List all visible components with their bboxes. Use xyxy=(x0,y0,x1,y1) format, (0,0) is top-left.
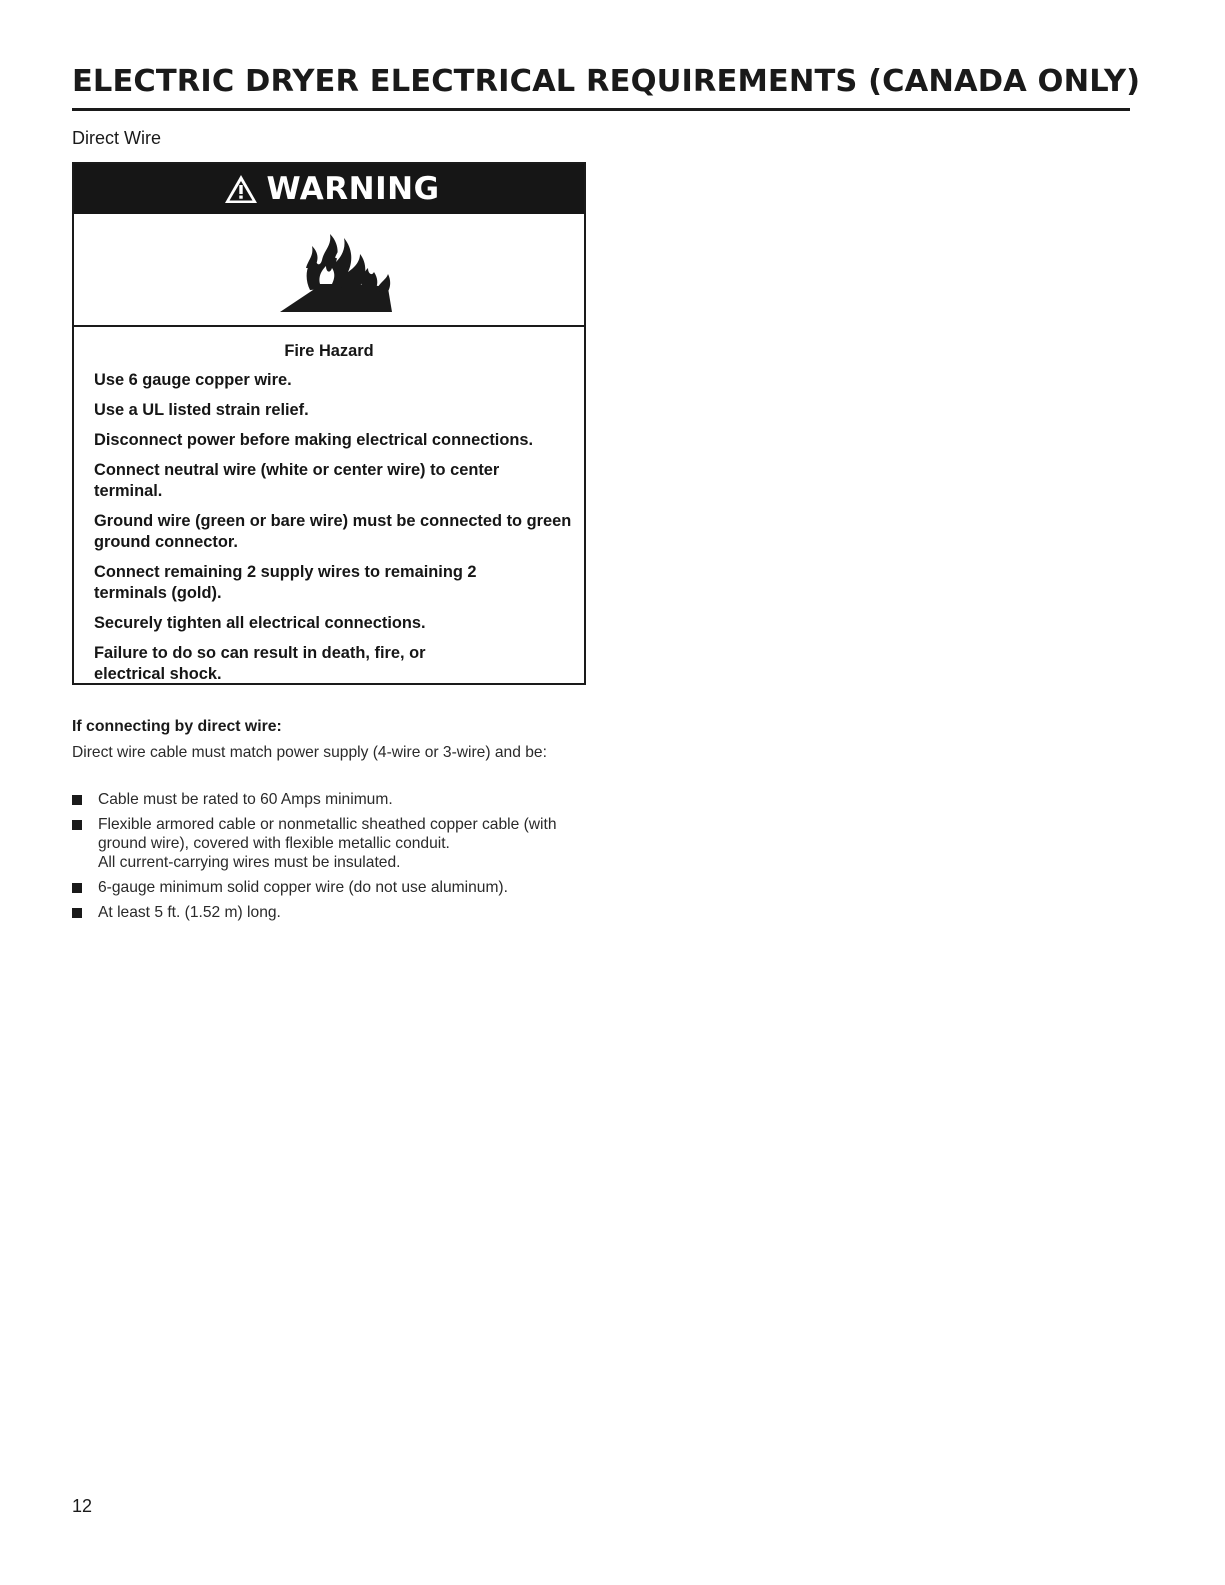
warning-body xyxy=(74,327,584,685)
fire-icon xyxy=(276,228,396,314)
warning-line: Ground wire (green or bare wire) must be connected to green ground connector. xyxy=(94,512,572,551)
warning-line: Connect remaining 2 supply wires to remaining 2 terminals (gold). xyxy=(94,563,477,602)
warning-line: Use 6 gauge copper wire. xyxy=(94,371,292,389)
warning-box xyxy=(72,162,586,685)
direct-wire-subheading: If connecting by direct wire: xyxy=(72,718,282,735)
warning-line: Connect neutral wire (white or center wire) to center terminal. xyxy=(94,461,500,500)
list-item xyxy=(72,790,572,809)
section-heading: Direct Wire xyxy=(72,128,161,148)
warning-line: Securely tighten all electrical connections. xyxy=(94,614,426,632)
warning-triangle-icon xyxy=(224,174,258,204)
list-item xyxy=(72,903,572,922)
square-bullet-icon xyxy=(72,883,82,893)
list-item-text: Cable must be rated to 60 Amps minimum. xyxy=(98,791,393,808)
title-divider xyxy=(72,108,1130,111)
direct-wire-intro: Direct wire cable must match power supply (4-wire or 3-wire) and be: xyxy=(72,744,547,761)
page-title: ELECTRIC DRYER ELECTRICAL REQUIREMENTS (CANADA ONLY) xyxy=(72,64,1141,99)
page-number: 12 xyxy=(72,1496,93,1516)
list-item-text: At least 5 ft. (1.52 m) long. xyxy=(98,904,281,921)
warning-signal-word: WARNING xyxy=(266,171,440,207)
hazard-title: Fire Hazard xyxy=(284,342,374,360)
warning-line: Disconnect power before making electrical connections. xyxy=(94,431,534,449)
list-item xyxy=(72,815,568,872)
hazard-symbol-area xyxy=(74,214,584,327)
square-bullet-icon xyxy=(72,908,82,918)
requirements-list xyxy=(72,790,572,928)
square-bullet-icon xyxy=(72,795,82,805)
warning-header xyxy=(74,164,584,214)
list-item-text: 6-gauge minimum solid copper wire (do not use aluminum). xyxy=(98,879,508,896)
warning-line: Use a UL listed strain relief. xyxy=(94,401,309,419)
warning-line: Failure to do so can result in death, fire, or electrical shock. xyxy=(94,644,426,683)
list-item xyxy=(72,878,572,897)
square-bullet-icon xyxy=(72,820,82,830)
list-item-text: Flexible armored cable or nonmetallic sheathed copper cable (with ground wire), covered with flexible metallic conduit. All current-carrying wires must be insulated. xyxy=(98,816,557,871)
